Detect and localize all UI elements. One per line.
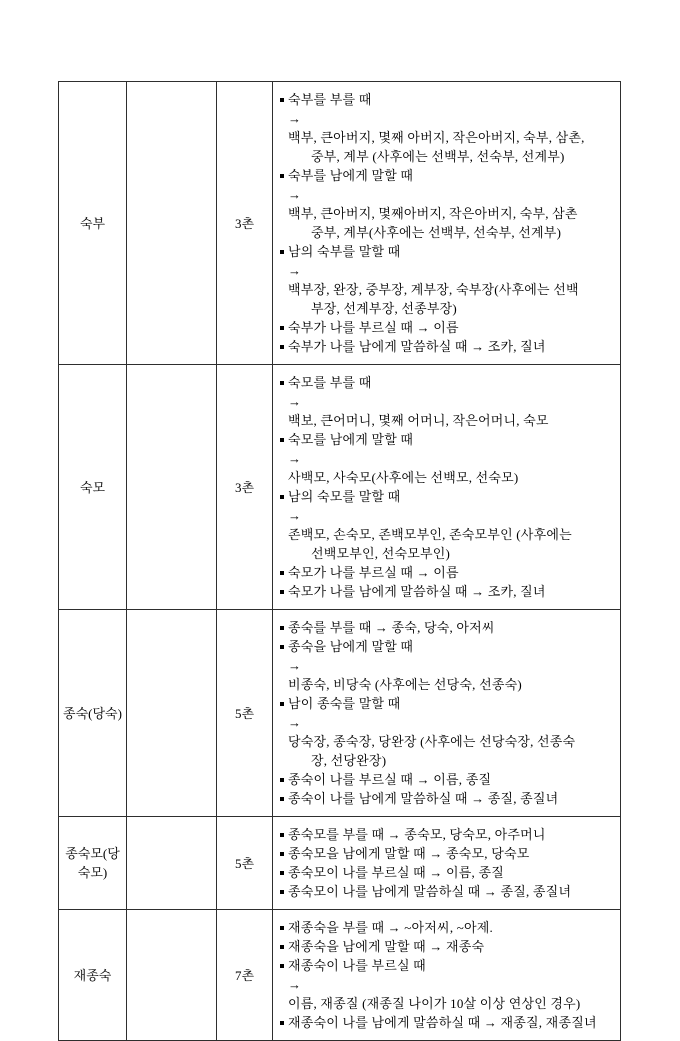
detail-line-text: 사백모, 사숙모(사후에는 선백모, 선숙모) <box>288 470 519 485</box>
detail-line <box>279 147 618 166</box>
table-row <box>59 817 620 910</box>
detail-line-text: 숙모가 나를 부르실 때 → 이름 <box>288 565 459 580</box>
bullet-icon <box>280 98 284 102</box>
detail-line-text: 종숙모이 나를 남에게 말씀하실 때 → 종질, 종질녀 <box>288 884 572 899</box>
relation-note-cell <box>127 82 217 364</box>
detail-line-text: 숙모를 남에게 말할 때 <box>288 432 414 447</box>
detail-line <box>279 825 618 844</box>
relation-note-cell <box>127 817 217 909</box>
detail-line <box>279 770 618 789</box>
detail-line-text: 존백모, 손숙모, 존백모부인, 존숙모부인 (사후에는 <box>288 527 572 542</box>
detail-line <box>279 918 618 937</box>
bullet-icon <box>280 797 284 801</box>
arrow-icon: → <box>288 715 302 730</box>
arrow-icon: → <box>288 658 302 673</box>
detail-line-text: 백부장, 완장, 중부장, 계부장, 숙부장(사후에는 선백 <box>288 282 579 297</box>
detail-line <box>279 487 618 506</box>
bullet-icon <box>280 964 284 968</box>
detail-line-text: 종숙이 나를 부르실 때 → 이름, 종질 <box>288 772 492 787</box>
details-cell <box>273 910 620 1040</box>
detail-line <box>279 318 618 337</box>
detail-line-text: 종숙를 부를 때 → 종숙, 당숙, 아저씨 <box>288 620 495 635</box>
bullet-icon <box>280 345 284 349</box>
relation-note-cell <box>127 910 217 1040</box>
detail-line-text: 숙모가 나를 남에게 말씀하실 때 → 조카, 질녀 <box>288 584 546 599</box>
bullet-icon <box>280 871 284 875</box>
bullet-icon <box>280 250 284 254</box>
detail-line <box>279 430 618 449</box>
term-cell: 숙모 <box>59 365 127 609</box>
detail-line-text: 비종숙, 비당숙 (사후에는 선당숙, 선종숙) <box>288 677 522 692</box>
detail-line-text: 숙부가 나를 남에게 말씀하실 때 → 조카, 질녀 <box>288 339 546 354</box>
bullet-icon <box>280 833 284 837</box>
chon-cell: 7촌 <box>217 910 273 1040</box>
bullet-icon <box>280 702 284 706</box>
detail-line <box>279 373 618 392</box>
bullet-icon <box>280 571 284 575</box>
bullet-icon <box>280 1021 284 1025</box>
detail-line-text: 남의 숙부를 말할 때 <box>288 244 401 259</box>
detail-line-text: 남의 숙모를 말할 때 <box>288 489 401 504</box>
bullet-icon <box>280 174 284 178</box>
detail-line <box>279 863 618 882</box>
detail-line-text: 백부, 큰아버지, 몇째아버지, 작은아버지, 숙부, 삼촌 <box>288 206 578 221</box>
detail-line <box>279 261 618 299</box>
arrow-icon: → <box>288 187 302 202</box>
bullet-icon <box>280 326 284 330</box>
detail-line <box>279 656 618 694</box>
details-cell <box>273 610 620 816</box>
details-cell <box>273 817 620 909</box>
chon-cell: 5촌 <box>217 610 273 816</box>
detail-line <box>279 563 618 582</box>
bullet-icon <box>280 590 284 594</box>
bullet-icon <box>280 778 284 782</box>
detail-line-text: 숙모를 부를 때 <box>288 375 372 390</box>
detail-line <box>279 299 618 318</box>
detail-line <box>279 90 618 109</box>
table-row <box>59 365 620 610</box>
chon-cell: 3촌 <box>217 365 273 609</box>
arrow-icon: → <box>288 451 302 466</box>
detail-line-text: 종숙모를 부를 때 → 종숙모, 당숙모, 아주머니 <box>288 827 546 842</box>
detail-line-text: 부장, 선계부장, 선종부장) <box>311 301 457 316</box>
detail-line <box>279 713 618 751</box>
detail-line-text: 남이 종숙를 말할 때 <box>288 696 401 711</box>
detail-line <box>279 109 618 147</box>
detail-line <box>279 544 618 563</box>
chon-cell: 5촌 <box>217 817 273 909</box>
detail-line <box>279 223 618 242</box>
bullet-icon <box>280 926 284 930</box>
detail-line <box>279 242 618 261</box>
detail-line-text: 재종숙을 부를 때 → ~아저씨, ~아제. <box>288 920 493 935</box>
detail-line <box>279 392 618 430</box>
detail-line <box>279 751 618 770</box>
arrow-icon: → <box>288 263 302 278</box>
detail-line <box>279 637 618 656</box>
bullet-icon <box>280 890 284 894</box>
detail-line-text: 재종숙이 나를 부르실 때 <box>288 958 426 973</box>
detail-line-text: 숙부가 나를 부르실 때 → 이름 <box>288 320 459 335</box>
term-cell: 재종숙 <box>59 910 127 1040</box>
arrow-icon: → <box>288 508 302 523</box>
detail-line-text: 장, 선당완장) <box>311 753 387 768</box>
details-cell <box>273 365 620 609</box>
detail-line <box>279 789 618 808</box>
bullet-icon <box>280 381 284 385</box>
detail-line-text: 종숙을 남에게 말할 때 <box>288 639 414 654</box>
detail-line <box>279 956 618 975</box>
table-row <box>59 610 620 817</box>
detail-line-text: 종숙모이 나를 부르실 때 → 이름, 종질 <box>288 865 504 880</box>
bullet-icon <box>280 626 284 630</box>
table-row <box>59 82 620 365</box>
detail-line <box>279 506 618 544</box>
term-cell: 종숙(당숙) <box>59 610 127 816</box>
detail-line-text: 선백모부인, 선숙모부인) <box>311 546 451 561</box>
detail-line <box>279 449 618 487</box>
detail-line <box>279 185 618 223</box>
detail-line-text: 숙부를 남에게 말할 때 <box>288 168 414 183</box>
detail-line-text: 재종숙을 남에게 말할 때 → 재종숙 <box>288 939 485 954</box>
term-cell: 숙부 <box>59 82 127 364</box>
detail-line-text: 중부, 계부 (사후에는 선백부, 선숙부, 선계부) <box>311 149 565 164</box>
details-cell <box>273 82 620 364</box>
detail-line-text: 종숙이 나를 남에게 말씀하실 때 → 종질, 종질녀 <box>288 791 559 806</box>
detail-line <box>279 618 618 637</box>
bullet-icon <box>280 495 284 499</box>
arrow-icon: → <box>288 394 302 409</box>
bullet-icon <box>280 852 284 856</box>
chon-cell: 3촌 <box>217 82 273 364</box>
detail-line <box>279 582 618 601</box>
detail-line-text: 숙부를 부를 때 <box>288 92 372 107</box>
detail-line <box>279 166 618 185</box>
detail-line-text: 이름, 재종질 (재종질 나이가 10살 이상 연상인 경우) <box>288 996 581 1011</box>
relation-note-cell <box>127 610 217 816</box>
detail-line-text: 재종숙이 나를 남에게 말씀하실 때 → 재종질, 재종질녀 <box>288 1015 597 1030</box>
detail-line <box>279 937 618 956</box>
relation-note-cell <box>127 365 217 609</box>
detail-line <box>279 694 618 713</box>
detail-line-text: 종숙모을 남에게 말할 때 → 종숙모, 당숙모 <box>288 846 530 861</box>
bullet-icon <box>280 945 284 949</box>
detail-line-text: 백보, 큰어머니, 몇째 어머니, 작은어머니, 숙모 <box>288 413 549 428</box>
kinship-table <box>58 81 621 1041</box>
detail-line-text: 당숙장, 종숙장, 당완장 (사후에는 선당숙장, 선종숙 <box>288 734 576 749</box>
detail-line-text: 백부, 큰아버지, 몇째 아버지, 작은아버지, 숙부, 삼촌, <box>288 130 585 145</box>
bullet-icon <box>280 645 284 649</box>
detail-line <box>279 975 618 1013</box>
detail-line <box>279 844 618 863</box>
term-cell: 종숙모(당숙모) <box>59 817 127 909</box>
detail-line-text: 중부, 계부(사후에는 선백부, 선숙부, 선계부) <box>311 225 562 240</box>
arrow-icon: → <box>288 111 302 126</box>
detail-line <box>279 882 618 901</box>
detail-line <box>279 1013 618 1032</box>
detail-line <box>279 337 618 356</box>
arrow-icon: → <box>288 977 302 992</box>
table-row <box>59 910 620 1040</box>
bullet-icon <box>280 438 284 442</box>
